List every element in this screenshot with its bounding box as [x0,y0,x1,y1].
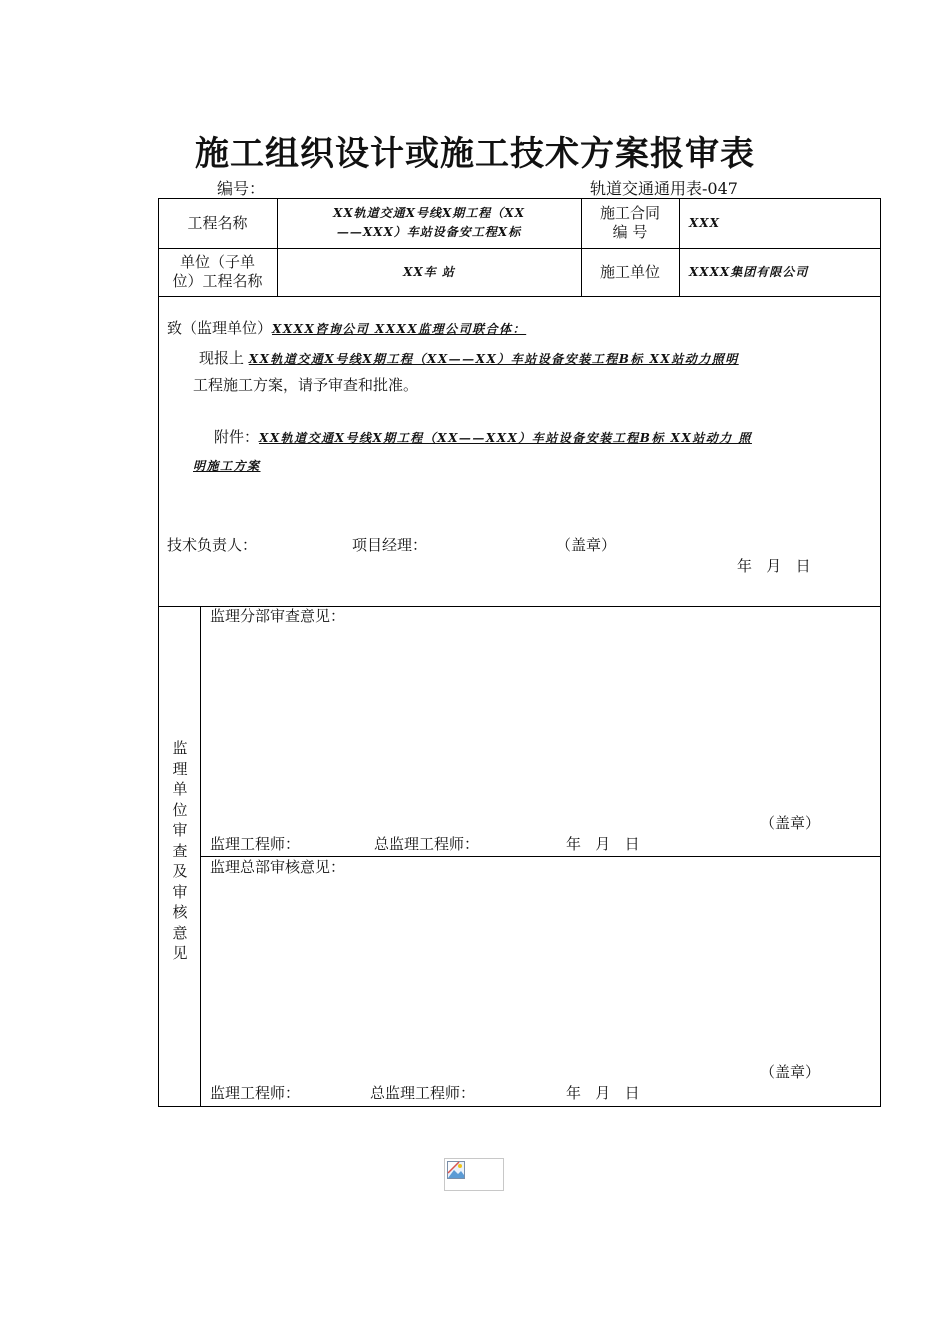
project-manager-label: 项目经理： [352,536,428,554]
branch-seal-label: （盖章） [760,814,821,832]
hq-date-label: 年 月 日 [566,1084,640,1102]
serial-number-label: 编号： [217,179,266,198]
contractor-label: 施工单位 [599,262,660,281]
hq-review-title: 监理总部审核意见： [210,858,346,876]
side-char: 意 [172,923,188,942]
side-char: 理 [172,759,188,778]
seal-label: （盖章） [556,536,617,554]
project-name-value [277,198,581,248]
form-code: 轨道交通通用表-047 [590,179,738,198]
contractor-value: XXXX集团有限公司 [689,264,809,279]
branch-chief-engineer-label: 总监理工程师： [374,835,480,853]
hq-engineer-label: 监理工程师： [210,1084,301,1102]
side-char: 及 [172,862,188,880]
branch-date-label: 年 月 日 [566,835,640,853]
date-label: 年 月 日 [737,557,811,575]
unit-name-label [158,248,277,296]
contract-label-line-2: 编 号 [612,223,648,241]
side-char: 见 [172,944,188,962]
review-side-label [160,738,200,964]
form-title: 施工组织设计或施工技术方案报审表 [195,134,755,174]
side-char: 监 [172,739,188,757]
contract-number-value: XXX [689,215,720,230]
attachment-value-2: 明施工方案 [193,459,261,473]
side-char: 位 [172,800,188,819]
side-char: 查 [172,841,188,860]
hq-seal-label: （盖章） [760,1063,821,1081]
unit-name-value: XX车 站 [403,264,455,279]
attachment-value-1: XX轨道交通X号线X期工程（XX——XXX）车站设备安装工程B标 XX站动力 照 [259,431,752,445]
project-name-line-1: XX轨道交通X号线X期工程（XX [333,206,525,220]
column-divider [200,606,201,1107]
attachment-label: 附件： [214,428,260,446]
report-line [199,348,879,369]
report-suffix: 工程施工方案，请予审查和批准。 [193,376,419,394]
hq-chief-engineer-label: 总监理工程师： [370,1084,476,1102]
project-name-label: 工程名称 [187,213,248,232]
branch-engineer-label: 监理工程师： [210,835,301,853]
attachment-line-2 [193,455,261,476]
side-char: 核 [172,903,188,921]
row-divider [158,296,881,297]
contract-number-label [581,198,679,248]
broken-image-icon [447,1161,465,1179]
report-prefix: 现报上 [199,349,249,367]
addressee-label: 致（监理单位） [167,319,273,337]
unit-label-line-2: 位）工程名称 [172,272,263,290]
unit-label-line-1: 单位（子单 [179,253,255,271]
project-name-line-2: ——XXX）车站设备安工程X标 [336,225,522,239]
addressee-line [167,318,526,339]
tech-lead-label: 技术负责人： [167,536,258,554]
addressee-value: XXXX咨询公司 XXXX监理公司联合体： [272,322,527,336]
branch-review-title: 监理分部审查意见： [210,607,346,625]
contract-label-line-1: 施工合同 [599,204,660,222]
attachment-line [214,427,879,448]
image-placeholder [444,1158,504,1191]
side-char: 审 [172,821,188,839]
side-char: 单 [172,780,188,798]
report-value: XX轨道交通X号线X期工程（XX——XX）车站设备安装工程B标 XX站动力照明 [248,352,739,366]
side-char: 审 [172,882,188,901]
